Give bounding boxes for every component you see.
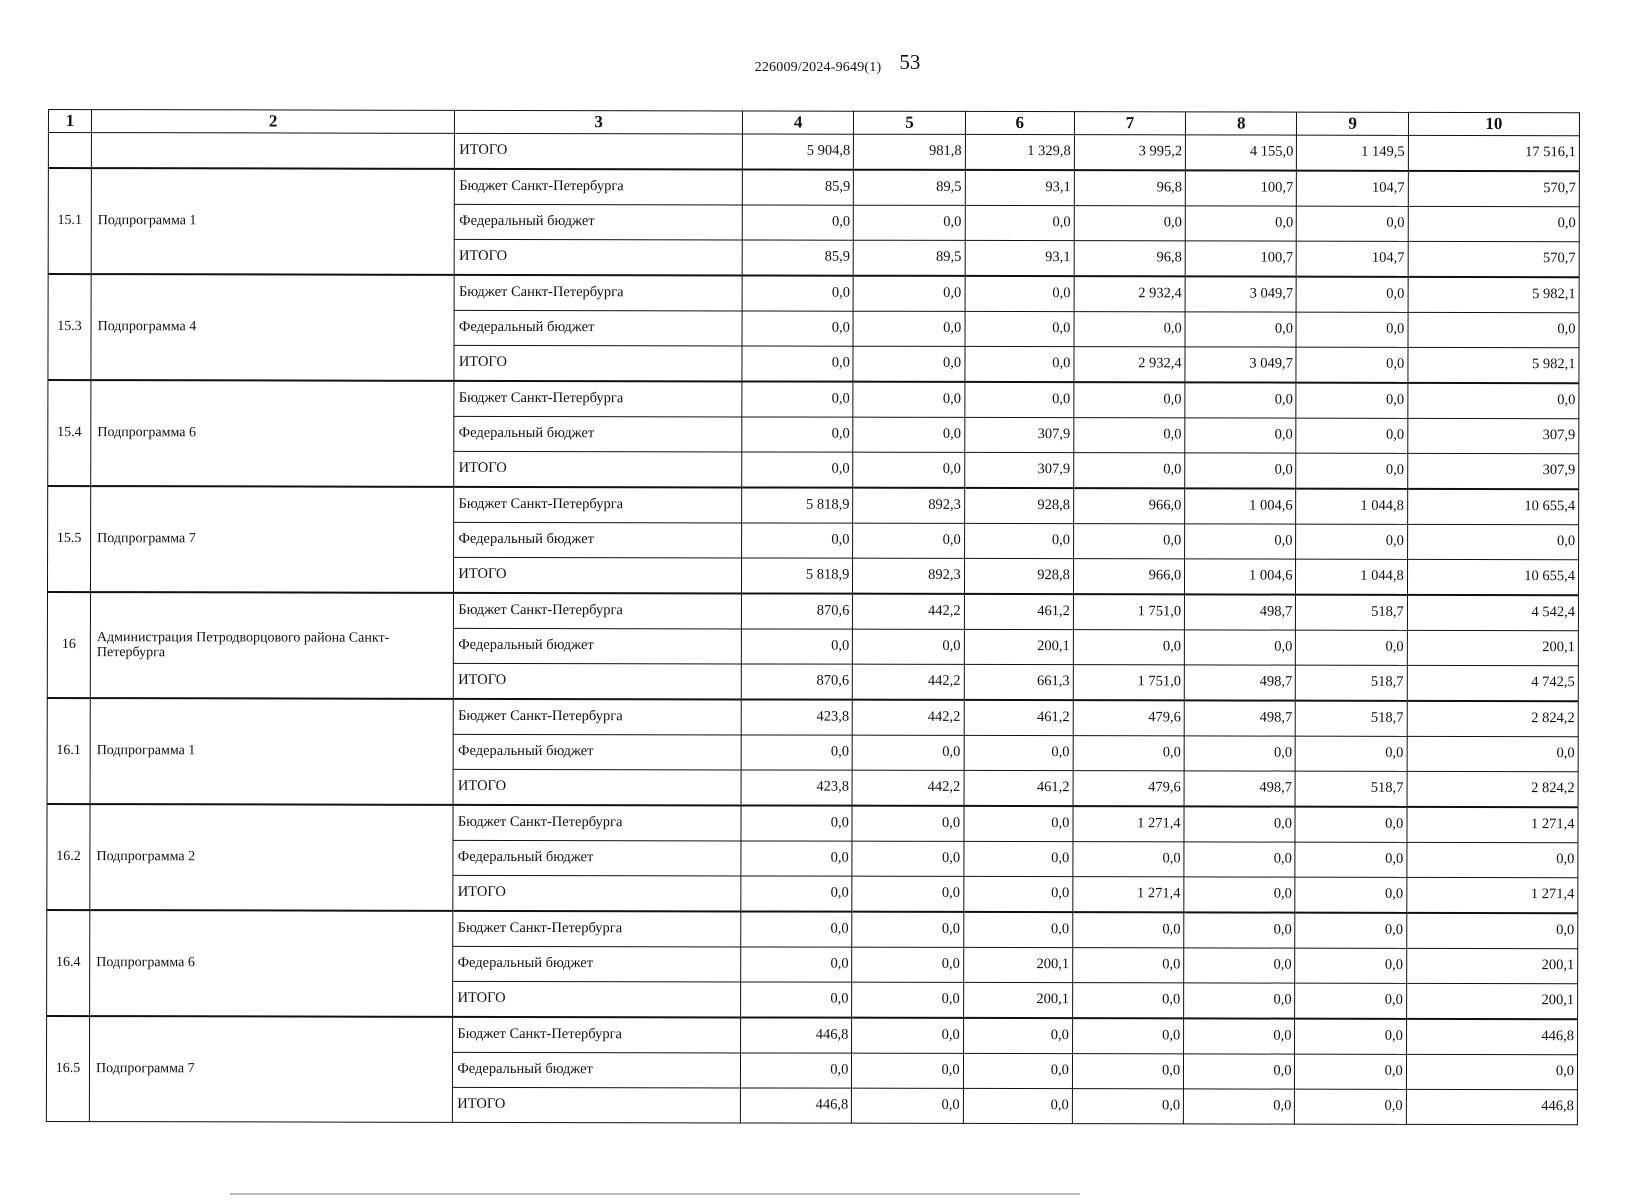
value-cell: 461,2	[964, 770, 1073, 806]
value-cell: 0,0	[1184, 1089, 1295, 1124]
value-cell: 0,0	[742, 275, 853, 311]
value-cell: 5 982,1	[1408, 347, 1579, 383]
value-cell: 3 049,7	[1185, 276, 1296, 312]
row-code: 16.4	[47, 910, 90, 1016]
row-code: 15.1	[48, 168, 91, 274]
value-cell: 0,0	[1297, 206, 1408, 241]
value-cell: 0,0	[741, 841, 852, 876]
value-cell: 307,9	[1408, 418, 1579, 453]
funding-source: Бюджет Санкт-Петербурга	[454, 593, 742, 629]
value-cell: 1 004,6	[1185, 559, 1296, 595]
value-cell: 981,8	[854, 134, 965, 170]
value-cell: 0,0	[1295, 842, 1406, 877]
value-cell: 498,7	[1185, 594, 1296, 630]
value-cell: 0,0	[742, 417, 853, 452]
value-cell: 0,0	[963, 1053, 1072, 1088]
value-cell: 0,0	[854, 205, 965, 240]
value-cell: 0,0	[1073, 524, 1184, 559]
table-header	[48, 110, 1579, 136]
value-cell: 0,0	[964, 735, 1073, 770]
value-cell: 0,0	[1184, 736, 1295, 771]
value-cell: 446,8	[1406, 1089, 1577, 1124]
budget-table-wrapper	[46, 109, 1580, 1125]
value-cell: 892,3	[853, 488, 964, 524]
value-cell: 0,0	[1185, 418, 1296, 453]
table-row	[48, 274, 1579, 313]
value-cell: 0,0	[1295, 983, 1406, 1019]
value-cell: 307,9	[964, 452, 1073, 488]
value-cell: 479,6	[1073, 771, 1184, 807]
column-header: 5	[854, 111, 965, 134]
value-cell: 1 149,5	[1297, 135, 1408, 171]
value-cell: 0,0	[741, 735, 852, 770]
value-cell: 0,0	[1184, 1018, 1295, 1054]
value-cell: 0,0	[1072, 1054, 1183, 1089]
value-cell: 0,0	[853, 523, 964, 558]
row-name: Подпрограмма 7	[91, 486, 455, 593]
row-code: 15.4	[48, 380, 91, 486]
value-cell: 423,8	[741, 770, 852, 806]
value-cell: 0,0	[1296, 418, 1407, 453]
value-cell: 0,0	[1295, 1054, 1406, 1089]
column-header: 3	[455, 110, 743, 134]
value-cell: 442,2	[853, 594, 964, 630]
value-cell: 0,0	[741, 1053, 852, 1088]
value-cell: 0,0	[963, 876, 1072, 912]
value-cell: 4 155,0	[1186, 135, 1297, 171]
column-header: 2	[91, 110, 454, 134]
value-cell: 2 932,4	[1074, 347, 1185, 383]
value-cell: 0,0	[965, 205, 1074, 240]
row-name: Подпрограмма 6	[90, 910, 454, 1017]
value-cell: 0,0	[852, 806, 963, 842]
row-name: Подпрограмма 1	[90, 698, 454, 805]
value-cell: 200,1	[963, 982, 1072, 1018]
value-cell: 0,0	[1295, 1019, 1406, 1055]
value-cell: 0,0	[1296, 736, 1407, 771]
funding-source: ИТОГО	[454, 663, 742, 699]
value-cell: 1 004,6	[1185, 488, 1296, 524]
row-name: Администрация Петродворцового района Санкт-Петербурга	[90, 592, 454, 699]
funding-source: Федеральный бюджет	[453, 840, 741, 876]
funding-source: Федеральный бюджет	[454, 310, 742, 346]
value-cell: 3 995,2	[1074, 135, 1185, 171]
column-header: 1	[48, 110, 91, 133]
funding-source: Бюджет Санкт-Петербурга	[454, 699, 742, 735]
value-cell: 0,0	[1295, 948, 1406, 983]
value-cell: 0,0	[1074, 453, 1185, 489]
value-cell: 0,0	[741, 982, 852, 1018]
row-code: 16.1	[47, 698, 90, 804]
funding-source: ИТОГО	[453, 1087, 741, 1123]
value-cell: 0,0	[1072, 1018, 1183, 1054]
column-header: 6	[965, 111, 1074, 134]
funding-source: Федеральный бюджет	[455, 204, 743, 240]
value-cell: 0,0	[852, 947, 963, 982]
value-cell: 0,0	[1296, 630, 1407, 665]
value-cell: 5 904,8	[742, 134, 853, 170]
table-row	[47, 698, 1578, 737]
value-cell: 0,0	[1185, 382, 1296, 418]
funding-source: ИТОГО	[453, 769, 741, 805]
value-cell: 0,0	[853, 346, 964, 382]
scan-artifact-line	[230, 1193, 1080, 1195]
value-cell: 0,0	[1072, 983, 1183, 1019]
funding-source: ИТОГО	[455, 133, 743, 169]
value-cell: 1 751,0	[1073, 594, 1184, 630]
value-cell: 0,0	[742, 346, 853, 382]
value-cell: 100,7	[1185, 170, 1296, 206]
funding-source: ИТОГО	[454, 451, 742, 487]
value-cell: 200,1	[964, 629, 1073, 664]
value-cell: 307,9	[1407, 453, 1578, 489]
value-cell: 0,0	[1407, 842, 1578, 877]
value-cell: 17 516,1	[1408, 135, 1579, 171]
value-cell: 446,8	[740, 1088, 851, 1123]
value-cell: 423,8	[741, 699, 852, 735]
value-cell: 0,0	[852, 1053, 963, 1088]
value-cell: 461,2	[964, 700, 1073, 736]
funding-source: Бюджет Санкт-Петербурга	[454, 275, 742, 311]
value-cell: 0,0	[965, 346, 1074, 382]
value-cell: 85,9	[742, 240, 853, 276]
value-cell: 1 271,4	[1407, 807, 1578, 843]
value-cell: 89,5	[854, 240, 965, 276]
funding-source: Бюджет Санкт-Петербурга	[453, 1017, 741, 1053]
value-cell: 200,1	[1407, 630, 1578, 665]
value-cell: 1 751,0	[1073, 665, 1184, 701]
row-name: Подпрограмма 7	[89, 1016, 453, 1122]
funding-source: Федеральный бюджет	[454, 416, 742, 452]
budget-table	[46, 109, 1580, 1125]
value-cell: 1 044,8	[1296, 489, 1407, 525]
value-cell: 0,0	[1407, 736, 1578, 771]
funding-source: ИТОГО	[455, 239, 743, 275]
value-cell: 0,0	[741, 911, 852, 947]
value-cell: 0,0	[1406, 1054, 1577, 1089]
value-cell: 200,1	[1406, 948, 1577, 983]
value-cell: 518,7	[1296, 771, 1407, 807]
value-cell: 0,0	[1295, 1089, 1406, 1124]
value-cell: 2 824,2	[1407, 771, 1578, 807]
value-cell: 93,1	[965, 240, 1074, 276]
value-cell: 85,9	[742, 169, 853, 205]
value-cell: 0,0	[853, 417, 964, 452]
value-cell: 0,0	[963, 1018, 1072, 1054]
table-row	[48, 486, 1579, 525]
table-row	[47, 910, 1578, 949]
value-cell: 0,0	[964, 806, 1073, 842]
value-cell: 0,0	[741, 947, 852, 982]
value-cell: 0,0	[963, 1088, 1072, 1123]
funding-source: Федеральный бюджет	[453, 946, 741, 982]
value-cell: 200,1	[1406, 983, 1577, 1019]
funding-source: Бюджет Санкт-Петербурга	[453, 805, 741, 841]
value-cell: 0,0	[852, 735, 963, 770]
row-code	[48, 133, 91, 169]
value-cell: 307,9	[964, 417, 1073, 452]
value-cell: 4 542,4	[1407, 595, 1578, 631]
value-cell: 0,0	[1296, 347, 1407, 383]
value-cell: 0,0	[1185, 312, 1296, 347]
value-cell: 0,0	[1185, 524, 1296, 559]
value-cell: 0,0	[965, 311, 1074, 346]
value-cell: 2 824,2	[1407, 701, 1578, 737]
value-cell: 93,1	[965, 170, 1074, 206]
value-cell: 104,7	[1297, 241, 1408, 277]
value-cell: 0,0	[965, 276, 1074, 312]
page-number: 53	[899, 50, 921, 74]
value-cell: 5 818,9	[742, 487, 853, 523]
value-cell: 4 742,5	[1407, 665, 1578, 701]
value-cell: 0,0	[1295, 877, 1406, 913]
value-cell: 0,0	[1072, 1089, 1183, 1124]
funding-source: Федеральный бюджет	[454, 522, 742, 558]
value-cell: 0,0	[1408, 312, 1579, 347]
value-cell: 0,0	[1074, 382, 1185, 418]
value-cell: 0,0	[1074, 206, 1185, 241]
funding-source: ИТОГО	[454, 557, 742, 593]
value-cell: 0,0	[1297, 277, 1408, 313]
value-cell: 928,8	[964, 558, 1073, 594]
value-cell: 0,0	[1184, 806, 1295, 842]
value-cell: 479,6	[1073, 700, 1184, 736]
funding-source: Бюджет Санкт-Петербурга	[455, 169, 743, 205]
value-cell: 498,7	[1184, 771, 1295, 807]
value-cell: 0,0	[1074, 312, 1185, 347]
value-cell: 0,0	[852, 912, 963, 948]
value-cell: 518,7	[1296, 595, 1407, 631]
value-cell: 570,7	[1408, 241, 1579, 277]
table-row	[48, 168, 1579, 207]
value-cell: 0,0	[1295, 913, 1406, 949]
row-name: Подпрограмма 1	[91, 168, 455, 275]
value-cell: 1 271,4	[1073, 877, 1184, 913]
column-header: 4	[743, 111, 854, 134]
value-cell: 661,3	[964, 664, 1073, 700]
value-cell: 442,2	[852, 770, 963, 806]
value-cell: 0,0	[852, 1088, 963, 1123]
value-cell: 1 271,4	[1407, 877, 1578, 913]
row-code: 16.2	[47, 804, 90, 910]
table-row	[48, 133, 1579, 172]
value-cell: 0,0	[964, 523, 1073, 558]
value-cell: 0,0	[853, 452, 964, 488]
value-cell: 0,0	[1184, 877, 1295, 913]
value-cell: 104,7	[1297, 171, 1408, 207]
table-row	[47, 592, 1578, 631]
row-code: 15.3	[48, 274, 91, 380]
value-cell: 0,0	[1184, 983, 1295, 1019]
column-number-row	[48, 110, 1579, 136]
funding-source: ИТОГО	[453, 981, 741, 1017]
row-name: Подпрограмма 6	[91, 380, 455, 487]
value-cell: 0,0	[1073, 912, 1184, 948]
table-row	[48, 380, 1579, 419]
value-cell: 446,8	[1406, 1019, 1577, 1055]
funding-source: Бюджет Санкт-Петербурга	[454, 381, 742, 417]
column-header: 10	[1408, 112, 1579, 135]
value-cell: 0,0	[1073, 630, 1184, 665]
funding-source: Федеральный бюджет	[453, 734, 741, 770]
value-cell: 0,0	[1296, 524, 1407, 559]
value-cell: 0,0	[1184, 1054, 1295, 1089]
value-cell: 892,3	[853, 558, 964, 594]
value-cell: 0,0	[1408, 206, 1579, 241]
value-cell: 3 049,7	[1185, 347, 1296, 383]
value-cell: 0,0	[741, 629, 852, 664]
value-cell: 1 044,8	[1296, 559, 1407, 595]
value-cell: 518,7	[1296, 701, 1407, 737]
value-cell: 0,0	[1296, 453, 1407, 489]
value-cell: 0,0	[853, 311, 964, 346]
value-cell: 0,0	[1073, 736, 1184, 771]
value-cell: 0,0	[1184, 948, 1295, 983]
value-cell: 0,0	[852, 1018, 963, 1054]
value-cell: 0,0	[1073, 948, 1184, 983]
value-cell: 0,0	[1184, 842, 1295, 877]
value-cell: 0,0	[1185, 630, 1296, 665]
value-cell: 1 271,4	[1073, 806, 1184, 842]
column-header: 7	[1074, 112, 1185, 135]
value-cell: 100,7	[1185, 241, 1296, 277]
document-id: 226009/2024-9649(1)	[754, 60, 882, 75]
value-cell: 0,0	[1074, 418, 1185, 453]
value-cell: 96,8	[1074, 241, 1185, 277]
funding-source: ИТОГО	[453, 875, 741, 911]
value-cell: 0,0	[742, 205, 853, 240]
value-cell: 0,0	[963, 912, 1072, 948]
value-cell: 0,0	[1408, 383, 1579, 419]
value-cell: 0,0	[964, 841, 1073, 876]
value-cell: 0,0	[741, 805, 852, 841]
value-cell: 442,2	[853, 664, 964, 700]
value-cell: 928,8	[964, 488, 1073, 524]
value-cell: 0,0	[852, 841, 963, 876]
value-cell: 10 655,4	[1407, 489, 1578, 525]
value-cell: 0,0	[965, 382, 1074, 418]
value-cell: 10 655,4	[1407, 559, 1578, 595]
value-cell: 570,7	[1408, 171, 1579, 207]
value-cell: 5 982,1	[1408, 277, 1579, 313]
value-cell: 0,0	[742, 523, 853, 558]
column-header: 8	[1186, 112, 1297, 135]
value-cell: 0,0	[853, 382, 964, 418]
row-code: 15.5	[47, 486, 90, 592]
value-cell: 442,2	[853, 700, 964, 736]
value-cell: 200,1	[963, 947, 1072, 982]
value-cell: 966,0	[1074, 488, 1185, 524]
value-cell: 0,0	[1185, 453, 1296, 489]
value-cell: 498,7	[1184, 665, 1295, 701]
value-cell: 461,2	[964, 594, 1073, 630]
value-cell: 0,0	[742, 452, 853, 488]
funding-source: ИТОГО	[454, 345, 742, 381]
value-cell: 0,0	[1184, 912, 1295, 948]
table-row	[47, 1016, 1578, 1055]
value-cell: 5 818,9	[742, 558, 853, 594]
value-cell: 0,0	[1296, 383, 1407, 419]
table-row	[47, 804, 1578, 843]
value-cell: 0,0	[1296, 312, 1407, 347]
column-header: 9	[1297, 112, 1408, 135]
value-cell: 0,0	[852, 876, 963, 912]
value-cell: 0,0	[1185, 206, 1296, 241]
funding-source: Федеральный бюджет	[453, 1052, 741, 1088]
row-code: 16	[47, 592, 90, 698]
value-cell: 1 329,8	[965, 134, 1074, 170]
value-cell: 0,0	[1073, 842, 1184, 877]
value-cell: 870,6	[741, 593, 852, 629]
row-name	[91, 133, 454, 169]
value-cell: 518,7	[1296, 665, 1407, 701]
page-header	[0, 52, 1635, 77]
value-cell: 0,0	[1407, 913, 1578, 949]
value-cell: 0,0	[853, 276, 964, 312]
funding-source: Федеральный бюджет	[454, 628, 742, 664]
table-body	[46, 133, 1579, 1125]
value-cell: 0,0	[742, 311, 853, 346]
value-cell: 446,8	[741, 1017, 852, 1053]
row-code: 16.5	[46, 1016, 89, 1122]
value-cell: 0,0	[852, 982, 963, 1018]
value-cell: 0,0	[742, 381, 853, 417]
row-name: Подпрограмма 2	[90, 804, 454, 911]
value-cell: 966,0	[1073, 559, 1184, 595]
funding-source: Бюджет Санкт-Петербурга	[453, 911, 741, 947]
value-cell: 498,7	[1184, 700, 1295, 736]
funding-source: Бюджет Санкт-Петербурга	[454, 487, 742, 523]
value-cell: 0,0	[741, 876, 852, 912]
value-cell: 96,8	[1074, 170, 1185, 206]
value-cell: 0,0	[1295, 807, 1406, 843]
value-cell: 0,0	[853, 629, 964, 664]
value-cell: 2 932,4	[1074, 276, 1185, 312]
row-name: Подпрограмма 4	[91, 274, 455, 381]
value-cell: 0,0	[1407, 524, 1578, 559]
value-cell: 870,6	[741, 664, 852, 700]
value-cell: 89,5	[854, 170, 965, 206]
